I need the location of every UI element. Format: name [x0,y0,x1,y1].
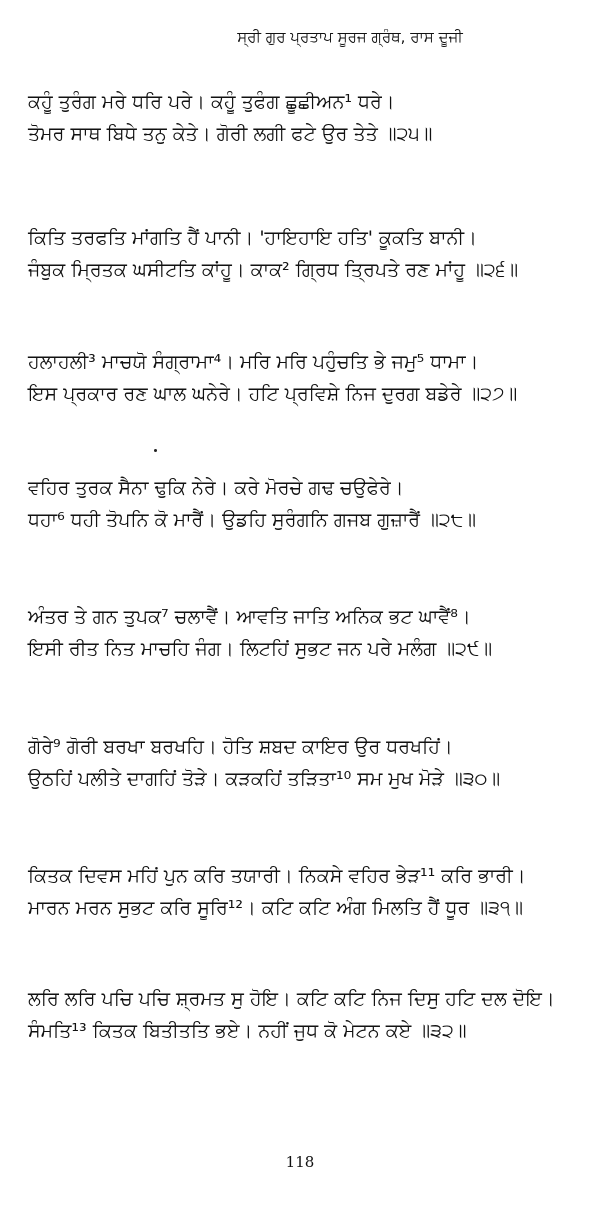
verse-line: ਮਾਰਨ ਮਰਨ ਸੁਭਟ ਕਰਿ ਸੂਰਿ¹²। ਕਟਿ ਕਟਿ ਅੰਗ ਮਿਲਤਿ ਹੈਂ ਧੂਰ ॥੩੧॥ [28,897,524,919]
verse-27 [28,346,588,410]
verse-line: ਕਿਤਕ ਦਿਵਸ ਮਹਿਂ ਪੁਨ ਕਰਿ ਤਯਾਰੀ। ਨਿਕਸੇ ਵਹਿਰ ਭੇੜ¹¹ ਕਰਿ ਭਾਰੀ। [28,865,526,887]
verse-28 [28,472,588,536]
verse-line: ਗੋਰੇ⁹ ਗੋਰੀ ਬਰਖਾ ਬਰਖਹਿ। ਹੋਤਿ ਸ਼ਬਦ ਕਾਇਰ ਉਰ ਧਰਖਹਿਂ। [28,736,453,758]
verse-30 [28,731,588,795]
verse-line: ਵਹਿਰ ਤੁਰਕ ਸੈਨਾ ਢੁਕਿ ਨੇਰੇ। ਕਰੇ ਮੋਰਚੇ ਗਢ ਚਉਫੇਰੇ। [28,477,404,499]
verse-line: ਇਸੀ ਰੀਤ ਨਿਤ ਮਾਚਹਿ ਜੰਗ। ਲਿਟਹਿਂ ਸੁਭਟ ਜਨ ਪਰੇ ਮਲੰਗ ॥੨੯॥ [28,638,493,660]
verse-line: ਇਸ ਪ੍ਰਕਾਰ ਰਣ ਘਾਲ ਘਨੇਰੇ। ਹਟਿ ਪ੍ਰਵਿਸ਼ੇ ਨਿਜ ਦੁਰਗ ਬਡੇਰੇ ॥੨੭॥ [28,383,518,405]
verse-25 [28,86,588,150]
verse-line: ਕਹੂੰ ਤੁਰੰਗ ਮਰੇ ਧਰਿ ਪਰੇ। ਕਹੂੰ ਤੁਫੰਗ ਛੂਛੀਅਨ¹ ਧਰੇ। [28,91,395,113]
verse-32 [28,983,588,1047]
verse-line: ਉਠਹਿਂ ਪਲੀਤੇ ਦਾਗਹਿਂ ਤੋੜੇ। ਕੜਕਹਿਂ ਤੜਿਤਾ¹⁰ ਸਮ ਮੁਖ ਮੋੜੇ ॥੩੦॥ [28,768,501,790]
page-number: 118 [285,1153,315,1171]
verse-line: ਧਹਾ⁶ ਧਹੀ ਤੋਪਨਿ ਕੋ ਮਾਰੈਂ। ਉਡਹਿ ਸੁਰੰਗਨਿ ਗਜਬ ਗੁਜ਼ਾਰੈਂ ॥੨੮॥ [28,509,477,531]
verse-line: ਲਰਿ ਲਰਿ ਪਚਿ ਪਚਿ ਸ਼੍ਰਮਤ ਸੁ ਹੋਇ। ਕਟਿ ਕਟਿ ਨਿਜ ਦਿਸੁ ਹਟਿ ਦਲ ਦੋਇ। [28,988,555,1010]
verse-line: ਹਲਾਹਲੀ³ ਮਾਚਯੋ ਸੰਗ੍ਰਾਮਾ⁴। ਮਰਿ ਮਰਿ ਪਹੁੰਚਤਿ ਭੇ ਜਮੁ⁵ ਧਾਮਾ। [28,351,479,373]
running-header: ਸ੍ਰੀ ਗੁਰ ਪ੍ਰਤਾਪ ਸੂਰਜ ਗ੍ਰੰਥ, ਰਾਸ ਦੂਜੀ [237,28,463,46]
verse-26 [28,222,588,286]
verse-line: ਸੰਮਤਿ¹³ ਕਿਤਕ ਬਿਤੀਤਤਿ ਭਏ। ਨਹੀਂ ਜੁਧ ਕੋ ਮੇਟਨ ਕਏ ॥੩੨॥ [28,1020,467,1042]
verse-line: ਕਿਤਿ ਤਰਫਤਿ ਮਾਂਗਤਿ ਹੈਂ ਪਾਨੀ। 'ਹਾਇਹਾਇ ਹਤਿ' ਕੂਕਤਿ ਬਾਨੀ। [28,227,477,249]
ink-speck [154,449,157,452]
verse-29 [28,601,588,665]
verse-line: ਤੋਮਰ ਸਾਥ ਬਿਧੇ ਤਨੁ ਕੇਤੇ। ਗੋਰੀ ਲਗੀ ਫਟੇ ਉਰ ਤੇਤੇ ॥੨੫॥ [28,123,433,145]
verse-31 [28,860,588,924]
verse-line: ਅੰਤਰ ਤੇ ਗਨ ਤੁਪਕ⁷ ਚਲਾਵੈਂ। ਆਵਤਿ ਜਾਤਿ ਅਨਿਕ ਭਟ ਘਾਵੈਂ⁸। [28,606,471,628]
verse-line: ਜੰਬੁਕ ਮ੍ਰਿਤਕ ਘਸੀਟਤਿ ਕਾਂਹੂ। ਕਾਕ² ਗ੍ਰਿਧ ਤ੍ਰਿਪਤੇ ਰਣ ਮਾਂਹੂ ॥੨੬॥ [28,259,519,281]
